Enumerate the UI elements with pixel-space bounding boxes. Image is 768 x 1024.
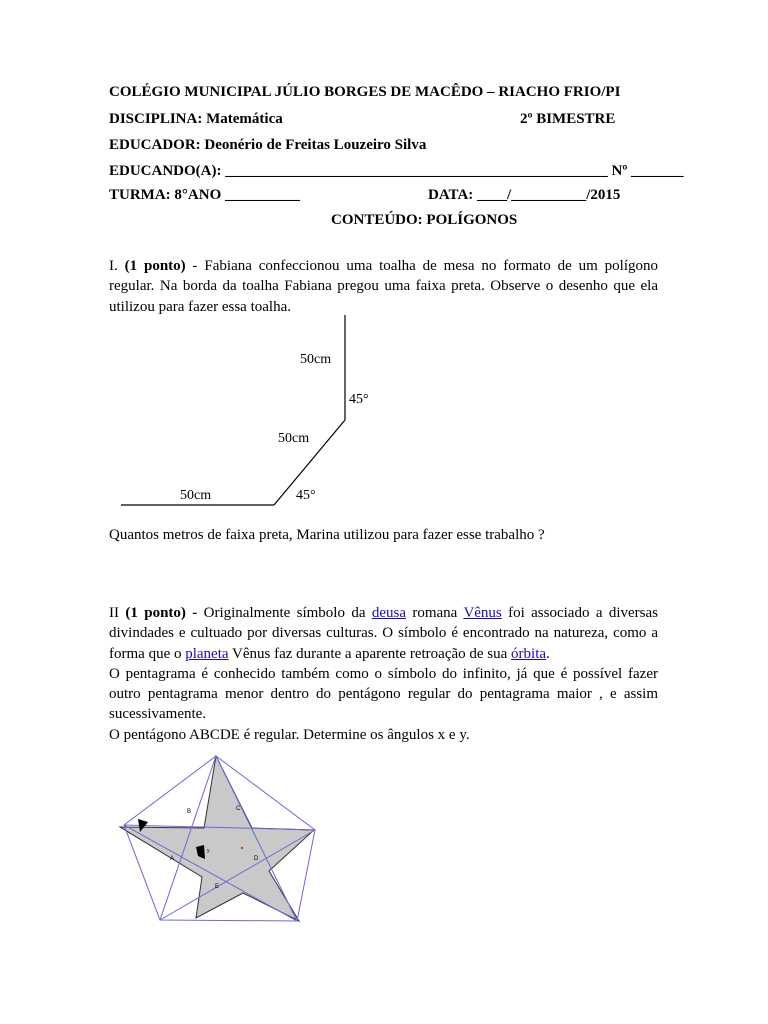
link-orbita[interactable]: órbita [511,645,547,662]
question-2-text: . [546,645,550,662]
link-deusa[interactable]: deusa [371,605,406,621]
class-field: TURMA: 8°ANO __________ [109,187,300,203]
question-2-number: II [109,605,119,621]
angle-top-label: 45° [349,392,369,407]
label-y: y [207,848,210,854]
link-venus[interactable]: Vênus [463,605,502,621]
question-2-statement [109,603,658,745]
label-x: x [144,822,147,828]
label-d: D [254,856,259,862]
question-2-text: Originalmente símbolo da [197,605,372,621]
educator: EDUCADOR: Deonério de Freitas Louzeiro Silva [109,137,427,153]
link-planeta[interactable]: planeta [185,645,229,662]
question-2-paragraph-3: O pentágono ABCDE é regular. Determine os ângulos x e y. [109,726,470,743]
label-a: A [170,856,175,862]
label-c: C [236,806,241,812]
pentagram-figure [110,748,370,928]
bimester: 2º BIMESTRE [520,111,616,127]
center-point [241,847,243,849]
side-bottom-label: 50cm [180,488,212,503]
content-title: CONTEÚDO: POLÍGONOS [331,212,518,228]
question-2-text: romana [406,605,464,621]
angle-bottom-label: 45° [296,488,316,503]
label-e: E [215,884,220,890]
question-1-statement [109,256,658,317]
side-middle-label: 50cm [278,431,310,446]
school-name: COLÉGIO MUNICIPAL JÚLIO BORGES DE MACÊDO – RIACHO FRIO/PI [109,84,621,100]
side-top-label: 50cm [300,352,332,367]
question-2-text: Vênus faz durante a aparente retroação de sua [228,645,512,662]
question-1-number: I. [109,258,118,274]
question-2-dash: - [185,605,198,621]
date-field: DATA: ____/__________/2015 [428,187,621,203]
discipline: DISCIPLINA: Matemática [109,111,283,127]
question-2-points: (1 ponto) [125,605,186,621]
question-1-text: - Fabiana confeccionou uma toalha de mesa no formato de um polígono regular. Na borda da toalha Fabiana pregou uma faixa preta. Observe o desenho que ela utilizou para fazer essa toalha. [109,258,658,315]
label-b: B [187,809,192,815]
question-2-paragraph-2: O pentagrama é conhecido também como o símbolo do infinito, já que é possível fazer outro pentagrama menor dentro do pentágono regular do pentagrama maior , e assim sucessivamente. [109,665,658,723]
student-field: EDUCANDO(A): ___________________________________________________ Nº _______ [109,163,684,179]
question-1-points: (1 ponto) [124,258,186,274]
tablecloth-figure [100,310,400,520]
question-1-prompt: Quantos metros de faixa preta, Marina utilizou para fazer esse trabalho ? [109,527,545,543]
question-2-text: foi associado a diversas divindades e cultuado por diversas culturas. O símbolo é encontrado na natureza, como a forma que o [109,605,658,662]
